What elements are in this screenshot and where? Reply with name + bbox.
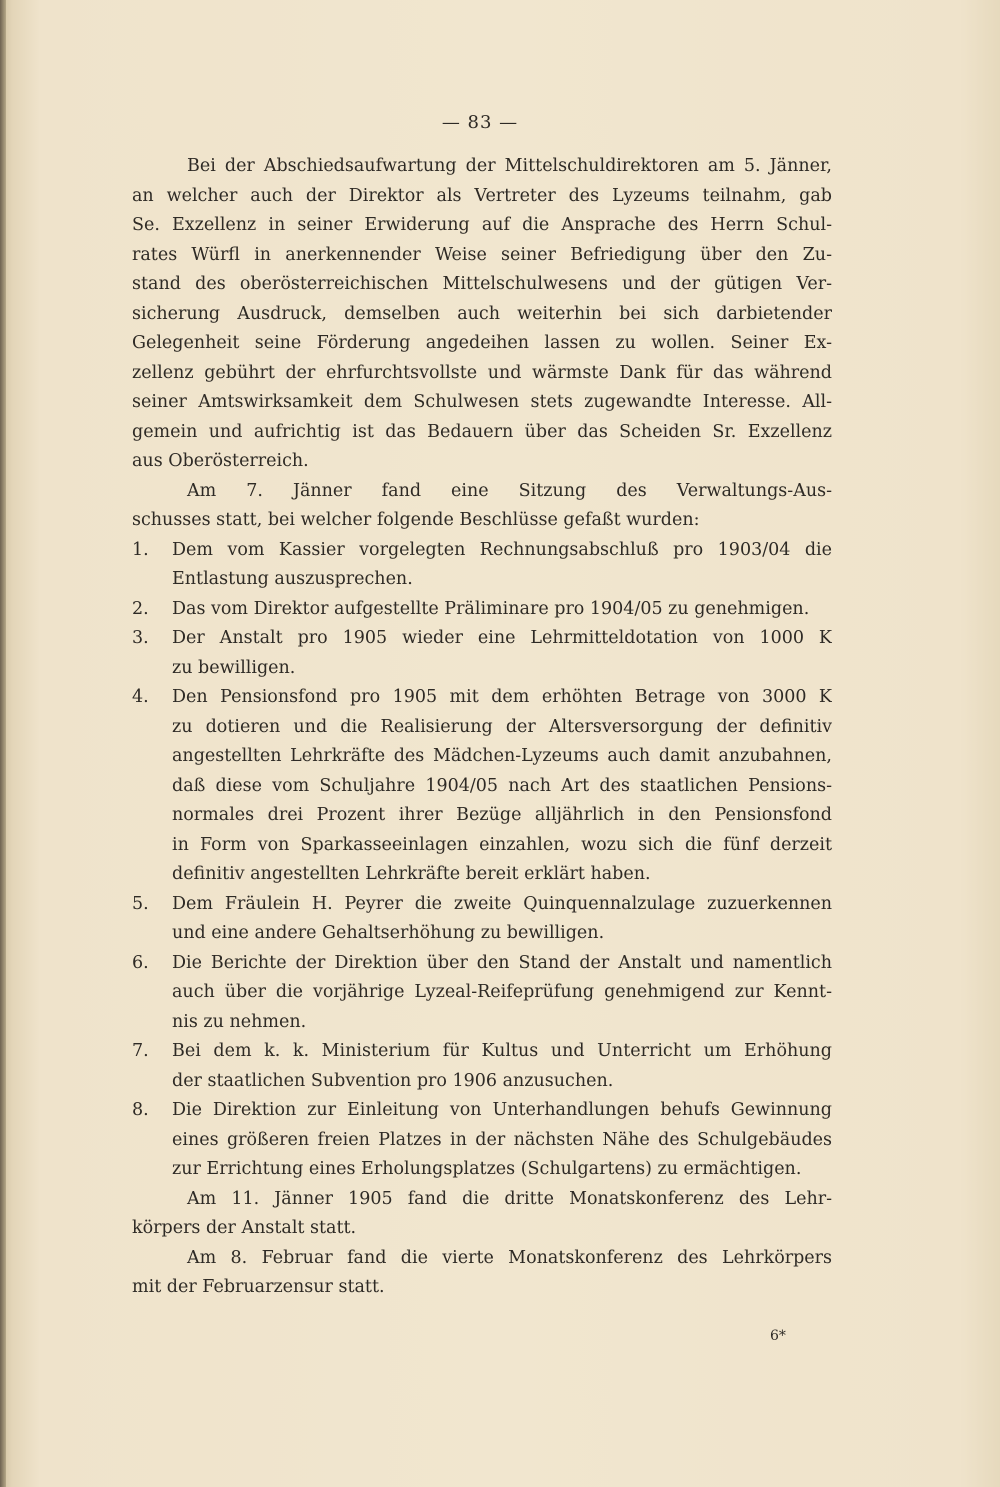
- text-line: [132, 1067, 832, 1097]
- text-line: [132, 978, 832, 1008]
- list-item-text: auch über die vorjährige Lyzeal-Reifeprüfung genehmigend zur Kennt-: [172, 982, 832, 1002]
- text-line: [132, 683, 832, 713]
- text-line: gemein und aufrichtig ist das Bedauern über das Scheiden Sr. Exzellenz: [132, 421, 832, 442]
- list-item-text: Dem vom Kassier vorgelegten Rechnungsabschluß pro 1903/04 die: [172, 539, 832, 560]
- list-item-number: 8.: [132, 1100, 149, 1120]
- list-item-text: daß diese vom Schuljahre 1904/05 nach Art des staatlichen Pensions-: [172, 775, 832, 796]
- text-line: zellenz gebührt der ehrfurchtsvollste und wärmste Dank für das während: [132, 362, 832, 383]
- beschluesse-list: [132, 536, 832, 1185]
- text-line: [132, 801, 832, 831]
- list-item-text: definitiv angestellten Lehrkräfte bereit erklärt haben.: [172, 864, 651, 884]
- list-item-text: zu dotieren und die Realisierung der Altersversorgung der definitiv: [172, 716, 832, 737]
- list-item-text: der staatlichen Subvention pro 1906 anzusuchen.: [172, 1070, 614, 1091]
- paragraph-abschiedsaufwartung: [132, 152, 832, 477]
- text-line: [132, 565, 832, 595]
- text-line: sicherung Ausdruck, demselben auch weiterhin bei sich darbietender: [132, 303, 832, 324]
- text-line: an welcher auch der Direktor als Vertreter des Lyzeums teilnahm, gab: [132, 185, 832, 206]
- list-item-number: 1.: [132, 539, 149, 560]
- text-line: [132, 654, 832, 684]
- paragraph-sitzung: [132, 477, 832, 536]
- list-item-text: Das vom Direktor aufgestellte Präliminare pro 1904/05 zu genehmigen.: [172, 598, 810, 619]
- text-line: [132, 1008, 832, 1038]
- list-item: [132, 536, 832, 595]
- list-item-number: 7.: [132, 1041, 149, 1061]
- list-item-text: zu bewilligen.: [172, 657, 296, 678]
- list-item-text: eines größeren freien Platzes in der nächsten Nähe des Schulgebäudes: [172, 1129, 832, 1150]
- signature-mark: 6*: [770, 1328, 786, 1344]
- text-line: [132, 949, 832, 979]
- text-line: aus Oberösterreich.: [132, 451, 309, 471]
- text-line: Am 8. Februar fand die vierte Monatskonferenz des Lehrkörpers: [187, 1247, 832, 1268]
- list-item-text: und eine andere Gehaltserhöhung zu bewilligen.: [172, 923, 605, 943]
- text-line: Am 7. Jänner fand eine Sitzung des Verwaltungs-Aus-: [187, 480, 832, 501]
- text-line: [132, 713, 832, 743]
- text-line: [132, 831, 832, 861]
- list-item-text: Der Anstalt pro 1905 wieder eine Lehrmitteldotation von 1000 K: [172, 628, 832, 648]
- text-line: [132, 1037, 832, 1067]
- list-item-number: 2.: [132, 598, 149, 619]
- list-item-number: 6.: [132, 952, 149, 973]
- list-item-text: normales drei Prozent ihrer Bezüge alljährlich in den Pensionsfond: [172, 805, 832, 825]
- text-line: [132, 624, 832, 654]
- text-line: [132, 890, 832, 920]
- list-item-text: Entlastung auszusprechen.: [172, 569, 413, 589]
- list-item-text: Den Pensionsfond pro 1905 mit dem erhöhten Betrage von 3000 K: [172, 687, 832, 707]
- text-line: [132, 1096, 832, 1126]
- text-line: rates Würfl in anerkennender Weise seiner Befriedigung über den Zu-: [132, 244, 832, 265]
- book-spine-shadow: [0, 0, 6, 1487]
- paragraph-monatskonferenz-3: [132, 1185, 832, 1244]
- list-item: [132, 624, 832, 683]
- text-line: Bei der Abschiedsaufwartung der Mittelschuldirektoren am 5. Jänner,: [187, 156, 832, 176]
- list-item-number: 3.: [132, 628, 149, 648]
- list-item: [132, 1096, 832, 1185]
- text-line: [132, 595, 832, 625]
- text-line: mit der Februarzensur statt.: [132, 1277, 385, 1297]
- list-item: [132, 595, 832, 625]
- text-line: [132, 919, 832, 949]
- page-number: — 83 —: [441, 112, 519, 133]
- text-line: [132, 772, 832, 802]
- text-line: körpers der Anstalt statt.: [132, 1218, 357, 1238]
- list-item-number: 4.: [132, 687, 149, 707]
- list-item-text: Die Direktion zur Einleitung von Unterhandlungen behufs Gewinnung: [172, 1100, 832, 1120]
- text-line: [132, 742, 832, 772]
- list-item-text: zur Errichtung eines Erholungsplatzes (Schulgartens) zu ermächtigen.: [172, 1159, 802, 1179]
- paragraph-monatskonferenz-4: [132, 1244, 832, 1303]
- list-item-text: Bei dem k. k. Ministerium für Kultus und Unterricht um Erhöhung: [172, 1041, 832, 1061]
- text-line: schusses statt, bei welcher folgende Beschlüsse gefaßt wurden:: [132, 510, 700, 530]
- list-item: [132, 1037, 832, 1096]
- list-item: [132, 890, 832, 949]
- list-item-text: angestellten Lehrkräfte des Mädchen-Lyzeums auch damit anzubahnen,: [172, 746, 832, 766]
- text-line: [132, 1155, 832, 1185]
- list-item: [132, 683, 832, 890]
- text-line: Am 11. Jänner 1905 fand die dritte Monatskonferenz des Lehr-: [187, 1188, 832, 1209]
- list-item-text: Dem Fräulein H. Peyrer die zweite Quinquennalzulage zuzuerkennen: [172, 893, 832, 914]
- text-line: stand des oberösterreichischen Mittelschulwesens und der gütigen Ver-: [132, 274, 832, 294]
- text-line: Se. Exzellenz in seiner Erwiderung auf die Ansprache des Herrn Schul-: [132, 215, 832, 235]
- list-item-text: nis zu nehmen.: [172, 1011, 307, 1032]
- text-line: [132, 536, 832, 566]
- text-line: seiner Amtswirksamkeit dem Schulwesen stets zugewandte Interesse. All-: [132, 392, 832, 412]
- list-item: [132, 949, 832, 1038]
- text-line: [132, 860, 832, 890]
- list-item-number: 5.: [132, 893, 149, 914]
- body-text: [132, 152, 832, 1303]
- text-line: [132, 1126, 832, 1156]
- text-line: Gelegenheit seine Förderung angedeihen lassen zu wollen. Seiner Ex-: [132, 333, 832, 353]
- list-item-text: Die Berichte der Direktion über den Stand der Anstalt und namentlich: [172, 952, 832, 973]
- list-item-text: in Form von Sparkasseeinlagen einzahlen, wozu sich die fünf derzeit: [172, 834, 832, 855]
